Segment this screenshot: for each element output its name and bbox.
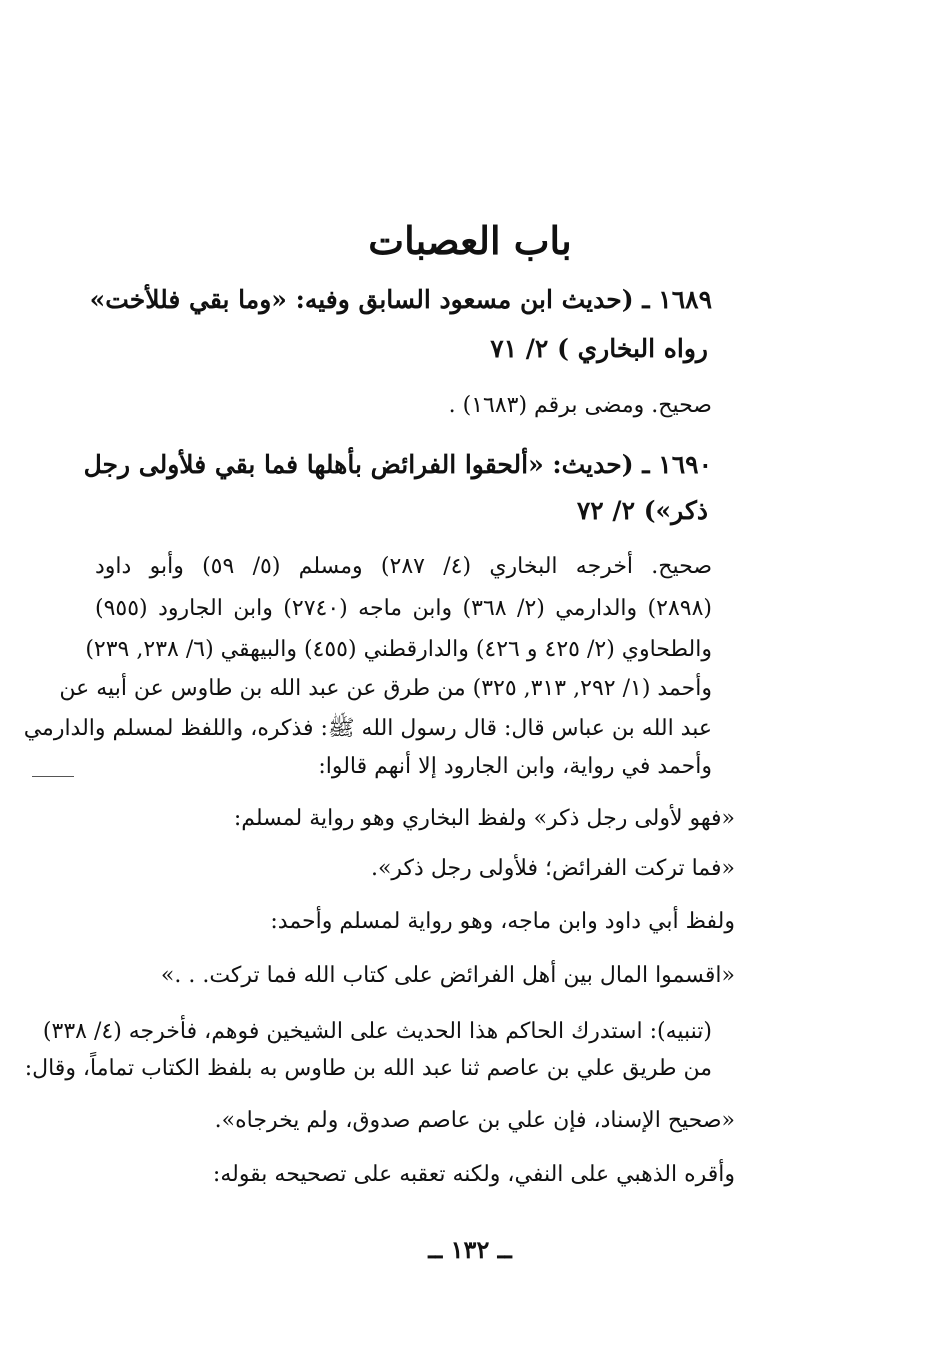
quote-line-4: «اقسموا المال بين أهل الفرائض على كتاب الله فما تركت. . .» [160, 963, 735, 988]
note-line-1: (تنبيه): استدرك الحاكم هذا الحديث على الشيخين فوهم، فأخرجه (٤/ ٣٣٨) [42, 1019, 712, 1044]
chapter-title: باب العصبات [368, 218, 572, 263]
commentary-line-5: عبد الله بن عباس قال: قال رسول الله ﷺ: فذكره، واللفظ لمسلم والدارمي [23, 716, 712, 741]
margin-scan-mark [32, 776, 74, 777]
commentary-line-2: (٢٨٩٨) والدارمي (٢/ ٣٦٨) وابن ماجه (٢٧٤٠) وابن الجارود (٩٥٥) [95, 596, 713, 621]
hadith-1689-grade: صحيح. ومضى برقم (١٦٨٣) . [448, 393, 712, 418]
commentary-line-3: والطحاوي (٢/ ٤٢٥ و ٤٢٦) والدارقطني (٤٥٥) والبيهقي (٦/ ٢٣٨, ٢٣٩) [85, 637, 712, 662]
page-number: ــ ١٣٢ ــ [428, 1235, 512, 1264]
commentary-line-1: صحيح. أخرجه البخاري (٤/ ٢٨٧) ومسلم (٥/ ٥٩) وأبو داود [95, 554, 713, 579]
quote-line-2: «فما تركت الفرائض؛ فلأولى رجل ذكر». [370, 856, 735, 881]
note-line-2: من طريق علي بن عاصم ثنا عبد الله بن طاوس به بلفظ الكتاب تماماً، وقال: [24, 1056, 712, 1081]
note-line-4: وأقره الذهبي على النفي، ولكنه تعقبه على تصحيحه بقوله: [212, 1162, 735, 1187]
commentary-line-4: وأحمد (١/ ٢٩٢, ٣١٣, ٣٢٥) من طرق عن عبد الله بن طاوس عن أبيه عن [59, 676, 712, 701]
quote-line-3: ولفظ أبي داود وابن ماجه، وهو رواية لمسلم وأحمد: [270, 909, 735, 934]
hadith-1690-line-2: ذكر») ٢/ ٧٢ [576, 496, 708, 525]
quote-line-1: «فهو لأولى رجل ذكر» ولفظ البخاري وهو رواية لمسلم: [233, 806, 735, 831]
note-line-3: «صحيح الإسناد، فإن علي بن عاصم صدوق، ولم يخرجاه». [214, 1108, 735, 1133]
hadith-1690-line-1: ١٦٩٠ ـ (حديث: «ألحقوا الفرائض بأهلها فما بقي فلأولى رجل [83, 450, 712, 479]
hadith-1689-line-1: ١٦٨٩ ـ (حديث ابن مسعود السابق وفيه: «وما بقي فللأخت» [89, 285, 712, 314]
hadith-1689-line-2: رواه البخاري ) ٢/ ٧١ [490, 334, 708, 363]
commentary-line-6: وأحمد في رواية، وابن الجارود إلا أنهم قالوا: [318, 754, 712, 779]
